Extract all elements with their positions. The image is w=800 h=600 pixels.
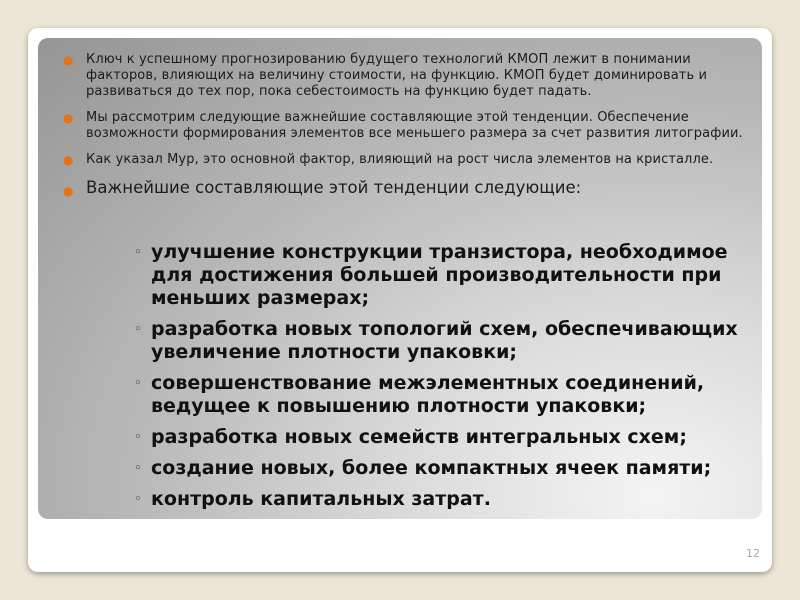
bullet-text: Важнейшие составляющие этой тенденции следующие:	[86, 178, 582, 197]
sub-bullet-item	[134, 372, 754, 418]
bullet-dot-icon: ●	[63, 184, 74, 198]
bullet-item	[60, 152, 744, 168]
sub-bullet-text: контроль капитальных затрат.	[151, 488, 491, 510]
bullet-dot-icon: ●	[63, 111, 74, 125]
ring-bullet-icon: ◦	[134, 492, 142, 507]
bullet-item	[60, 110, 744, 142]
sub-bullet-text: разработка новых семейств интегральных схем;	[151, 426, 687, 448]
slide	[28, 28, 772, 572]
sub-bullet-list	[134, 241, 754, 519]
content-box	[38, 38, 762, 519]
sub-bullet-item	[134, 488, 754, 511]
bullet-list	[60, 52, 744, 204]
bullet-dot-icon: ●	[63, 153, 74, 167]
bullet-text: Ключ к успешному прогнозированию будущего технологий КМОП лежит в понимании факторов, влияющих на величину стоимости, на функцию. КМОП будет доминировать и развиваться до тех пор, пока себестоимость на функцию будет падать.	[86, 52, 708, 99]
sub-bullet-item	[134, 457, 754, 480]
bullet-text: Мы рассмотрим следующие важнейшие составляющие этой тенденции. Обеспечение возможности формирования элементов все меньшего размера за счет развития литографии.	[86, 110, 743, 141]
ring-bullet-icon: ◦	[134, 461, 142, 476]
sub-bullet-item	[134, 318, 754, 364]
bullet-item	[60, 178, 744, 198]
ring-bullet-icon: ◦	[134, 322, 142, 337]
bullet-text: Как указал Мур, это основной фактор, влияющий на рост числа элементов на кристалле.	[86, 152, 714, 167]
page-number: 12	[746, 547, 760, 560]
ring-bullet-icon: ◦	[134, 245, 142, 260]
ring-bullet-icon: ◦	[134, 430, 142, 445]
ring-bullet-icon: ◦	[134, 376, 142, 391]
sub-bullet-text: совершенствование межэлементных соединений, ведущее к повышению плотности упаковки;	[151, 372, 705, 417]
sub-bullet-text: разработка новых топологий схем, обеспечивающих увеличение плотности упаковки;	[151, 318, 738, 363]
sub-bullet-text: создание новых, более компактных ячеек памяти;	[151, 457, 712, 479]
sub-bullet-item	[134, 241, 754, 310]
bullet-dot-icon: ●	[63, 53, 74, 67]
bullet-item	[60, 52, 744, 100]
sub-bullet-item	[134, 426, 754, 449]
sub-bullet-text: улучшение конструкции транзистора, необходимое для достижения большей производительности при меньших размерах;	[151, 241, 728, 309]
